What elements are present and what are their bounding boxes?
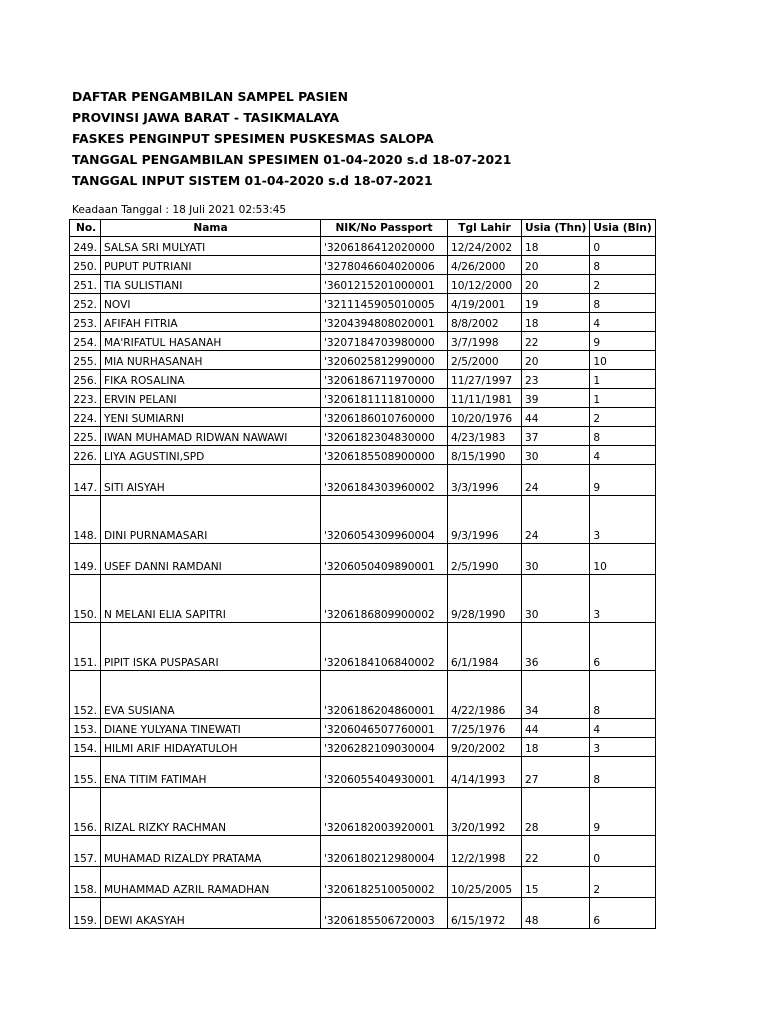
age-months: 1 bbox=[590, 389, 655, 408]
patient-name: AFIFAH FITRIA bbox=[101, 313, 321, 332]
age-months: 2 bbox=[590, 408, 655, 427]
birth-date: 10/12/2000 bbox=[448, 275, 522, 294]
row-number: 250. bbox=[70, 256, 101, 275]
row-number: 150. bbox=[70, 575, 101, 623]
nik-number: '3206046507760001 bbox=[321, 719, 448, 738]
patient-name: ERVIN PELANI bbox=[101, 389, 321, 408]
age-months: 9 bbox=[590, 465, 655, 496]
document-title: DAFTAR PENGAMBILAN SAMPEL PASIEN bbox=[72, 89, 348, 104]
birth-date: 7/25/1976 bbox=[448, 719, 522, 738]
nik-number: '3206185506720003 bbox=[321, 898, 448, 929]
birth-date: 3/7/1998 bbox=[448, 332, 522, 351]
table-row bbox=[70, 427, 656, 446]
table-row bbox=[70, 496, 656, 544]
age-months: 3 bbox=[590, 738, 655, 757]
column-header-nik: NIK/No Passport bbox=[321, 220, 448, 237]
age-months: 0 bbox=[590, 237, 655, 256]
patient-name: LIYA AGUSTINI,SPD bbox=[101, 446, 321, 465]
row-number: 251. bbox=[70, 275, 101, 294]
age-years: 20 bbox=[522, 351, 590, 370]
birth-date: 10/25/2005 bbox=[448, 867, 522, 898]
row-number: 254. bbox=[70, 332, 101, 351]
nik-number: '3206185508900000 bbox=[321, 446, 448, 465]
row-number: 148. bbox=[70, 496, 101, 544]
birth-date: 3/20/1992 bbox=[448, 788, 522, 836]
table-row bbox=[70, 671, 656, 719]
patient-name: NOVI bbox=[101, 294, 321, 313]
nik-number: '3206182003920001 bbox=[321, 788, 448, 836]
patient-name: SITI AISYAH bbox=[101, 465, 321, 496]
nik-number: '3206181111810000 bbox=[321, 389, 448, 408]
nik-number: '3207184703980000 bbox=[321, 332, 448, 351]
age-years: 20 bbox=[522, 256, 590, 275]
age-years: 22 bbox=[522, 332, 590, 351]
table-row bbox=[70, 757, 656, 788]
age-months: 2 bbox=[590, 867, 655, 898]
row-number: 225. bbox=[70, 427, 101, 446]
age-years: 30 bbox=[522, 544, 590, 575]
age-years: 20 bbox=[522, 275, 590, 294]
age-years: 18 bbox=[522, 237, 590, 256]
birth-date: 9/20/2002 bbox=[448, 738, 522, 757]
table-row bbox=[70, 836, 656, 867]
table-row bbox=[70, 623, 656, 671]
nik-number: '3206182510050002 bbox=[321, 867, 448, 898]
row-number: 256. bbox=[70, 370, 101, 389]
patient-table bbox=[69, 219, 656, 929]
table-row bbox=[70, 575, 656, 623]
table-body bbox=[70, 237, 656, 929]
age-years: 30 bbox=[522, 446, 590, 465]
age-months: 9 bbox=[590, 788, 655, 836]
age-years: 44 bbox=[522, 408, 590, 427]
table-row bbox=[70, 256, 656, 275]
age-months: 6 bbox=[590, 623, 655, 671]
birth-date: 12/24/2002 bbox=[448, 237, 522, 256]
age-months: 2 bbox=[590, 275, 655, 294]
nik-number: '3206186809900002 bbox=[321, 575, 448, 623]
age-months: 4 bbox=[590, 446, 655, 465]
age-months: 8 bbox=[590, 256, 655, 275]
age-months: 10 bbox=[590, 351, 655, 370]
patient-name: PUPUT PUTRIANI bbox=[101, 256, 321, 275]
nik-number: '3206184106840002 bbox=[321, 623, 448, 671]
patient-name: N MELANI ELIA SAPITRI bbox=[101, 575, 321, 623]
age-years: 30 bbox=[522, 575, 590, 623]
table-row bbox=[70, 294, 656, 313]
row-number: 155. bbox=[70, 757, 101, 788]
row-number: 149. bbox=[70, 544, 101, 575]
row-number: 153. bbox=[70, 719, 101, 738]
nik-number: '3204394808020001 bbox=[321, 313, 448, 332]
age-months: 8 bbox=[590, 294, 655, 313]
age-months: 9 bbox=[590, 332, 655, 351]
age-years: 19 bbox=[522, 294, 590, 313]
table-row bbox=[70, 275, 656, 294]
nik-number: '3206186010760000 bbox=[321, 408, 448, 427]
age-months: 3 bbox=[590, 575, 655, 623]
birth-date: 12/2/1998 bbox=[448, 836, 522, 867]
age-months: 1 bbox=[590, 370, 655, 389]
facility-line: FASKES PENGINPUT SPESIMEN PUSKESMAS SALOPA bbox=[72, 131, 434, 146]
birth-date: 2/5/2000 bbox=[448, 351, 522, 370]
table-row bbox=[70, 389, 656, 408]
row-number: 154. bbox=[70, 738, 101, 757]
patient-name: SALSA SRI MULYATI bbox=[101, 237, 321, 256]
age-months: 3 bbox=[590, 496, 655, 544]
patient-name: HILMI ARIF HIDAYATULOH bbox=[101, 738, 321, 757]
age-years: 37 bbox=[522, 427, 590, 446]
nik-number: '3206050409890001 bbox=[321, 544, 448, 575]
age-months: 6 bbox=[590, 898, 655, 929]
patient-name: DEWI AKASYAH bbox=[101, 898, 321, 929]
birth-date: 11/11/1981 bbox=[448, 389, 522, 408]
birth-date: 4/14/1993 bbox=[448, 757, 522, 788]
patient-name: PIPIT ISKA PUSPASARI bbox=[101, 623, 321, 671]
row-number: 158. bbox=[70, 867, 101, 898]
patient-name: MA'RIFATUL HASANAH bbox=[101, 332, 321, 351]
age-months: 4 bbox=[590, 313, 655, 332]
birth-date: 4/23/1983 bbox=[448, 427, 522, 446]
table-row bbox=[70, 898, 656, 929]
column-header-nama: Nama bbox=[101, 220, 321, 237]
input-date-range: TANGGAL INPUT SISTEM 01-04-2020 s.d 18-07-2021 bbox=[72, 173, 433, 188]
table-row bbox=[70, 867, 656, 898]
birth-date: 8/15/1990 bbox=[448, 446, 522, 465]
column-header-usia-thn: Usia (Thn) bbox=[522, 220, 590, 237]
age-years: 48 bbox=[522, 898, 590, 929]
patient-name: YENI SUMIARNI bbox=[101, 408, 321, 427]
patient-name: MUHAMMAD AZRIL RAMADHAN bbox=[101, 867, 321, 898]
sampling-date-range: TANGGAL PENGAMBILAN SPESIMEN 01-04-2020 s.d 18-07-2021 bbox=[72, 152, 512, 167]
patient-name: DINI PURNAMASARI bbox=[101, 496, 321, 544]
table-row bbox=[70, 719, 656, 738]
birth-date: 9/28/1990 bbox=[448, 575, 522, 623]
row-number: 226. bbox=[70, 446, 101, 465]
birth-date: 4/19/2001 bbox=[448, 294, 522, 313]
age-months: 0 bbox=[590, 836, 655, 867]
age-years: 18 bbox=[522, 313, 590, 332]
row-number: 252. bbox=[70, 294, 101, 313]
nik-number: '3206184303960002 bbox=[321, 465, 448, 496]
row-number: 156. bbox=[70, 788, 101, 836]
table-row bbox=[70, 370, 656, 389]
row-number: 223. bbox=[70, 389, 101, 408]
nik-number: '3206282109030004 bbox=[321, 738, 448, 757]
birth-date: 4/26/2000 bbox=[448, 256, 522, 275]
row-number: 255. bbox=[70, 351, 101, 370]
table-row bbox=[70, 237, 656, 256]
age-years: 28 bbox=[522, 788, 590, 836]
age-years: 24 bbox=[522, 465, 590, 496]
table-row bbox=[70, 332, 656, 351]
row-number: 224. bbox=[70, 408, 101, 427]
birth-date: 6/1/1984 bbox=[448, 623, 522, 671]
age-months: 8 bbox=[590, 757, 655, 788]
nik-number: '3211145905010005 bbox=[321, 294, 448, 313]
table-row bbox=[70, 788, 656, 836]
patient-name: TIA SULISTIANI bbox=[101, 275, 321, 294]
birth-date: 3/3/1996 bbox=[448, 465, 522, 496]
patient-name: DIANE YULYANA TINEWATI bbox=[101, 719, 321, 738]
row-number: 151. bbox=[70, 623, 101, 671]
birth-date: 9/3/1996 bbox=[448, 496, 522, 544]
age-months: 10 bbox=[590, 544, 655, 575]
birth-date: 2/5/1990 bbox=[448, 544, 522, 575]
age-years: 23 bbox=[522, 370, 590, 389]
age-years: 27 bbox=[522, 757, 590, 788]
patient-name: RIZAL RIZKY RACHMAN bbox=[101, 788, 321, 836]
table-row bbox=[70, 313, 656, 332]
nik-number: '3206186204860001 bbox=[321, 671, 448, 719]
birth-date: 11/27/1997 bbox=[448, 370, 522, 389]
nik-number: '3206180212980004 bbox=[321, 836, 448, 867]
state-date-line: Keadaan Tanggal : 18 Juli 2021 02:53:45 bbox=[72, 204, 287, 216]
patient-name: IWAN MUHAMAD RIDWAN NAWAWI bbox=[101, 427, 321, 446]
age-years: 36 bbox=[522, 623, 590, 671]
nik-number: '3206182304830000 bbox=[321, 427, 448, 446]
nik-number: '3206186711970000 bbox=[321, 370, 448, 389]
row-number: 159. bbox=[70, 898, 101, 929]
age-months: 8 bbox=[590, 671, 655, 719]
age-years: 18 bbox=[522, 738, 590, 757]
patient-name: ENA TITIM FATIMAH bbox=[101, 757, 321, 788]
age-months: 4 bbox=[590, 719, 655, 738]
patient-name: FIKA ROSALINA bbox=[101, 370, 321, 389]
nik-number: '3206054309960004 bbox=[321, 496, 448, 544]
patient-name: EVA SUSIANA bbox=[101, 671, 321, 719]
document-headings bbox=[72, 86, 511, 191]
age-years: 24 bbox=[522, 496, 590, 544]
age-years: 34 bbox=[522, 671, 590, 719]
age-years: 44 bbox=[522, 719, 590, 738]
birth-date: 4/22/1986 bbox=[448, 671, 522, 719]
table-row bbox=[70, 544, 656, 575]
age-years: 39 bbox=[522, 389, 590, 408]
row-number: 152. bbox=[70, 671, 101, 719]
birth-date: 8/8/2002 bbox=[448, 313, 522, 332]
patient-name: USEF DANNI RAMDANI bbox=[101, 544, 321, 575]
age-years: 15 bbox=[522, 867, 590, 898]
nik-number: '3206186412020000 bbox=[321, 237, 448, 256]
table-row bbox=[70, 408, 656, 427]
row-number: 249. bbox=[70, 237, 101, 256]
nik-number: '3206025812990000 bbox=[321, 351, 448, 370]
table-header-row bbox=[70, 220, 656, 237]
column-header-usia-bln: Usia (Bln) bbox=[590, 220, 655, 237]
row-number: 147. bbox=[70, 465, 101, 496]
age-years: 22 bbox=[522, 836, 590, 867]
table-row bbox=[70, 351, 656, 370]
patient-name: MIA NURHASANAH bbox=[101, 351, 321, 370]
birth-date: 6/15/1972 bbox=[448, 898, 522, 929]
province-line: PROVINSI JAWA BARAT - TASIKMALAYA bbox=[72, 110, 340, 125]
table-row bbox=[70, 446, 656, 465]
table-row bbox=[70, 465, 656, 496]
birth-date: 10/20/1976 bbox=[448, 408, 522, 427]
age-months: 8 bbox=[590, 427, 655, 446]
nik-number: '3206055404930001 bbox=[321, 757, 448, 788]
nik-number: '3601215201000001 bbox=[321, 275, 448, 294]
row-number: 253. bbox=[70, 313, 101, 332]
table-row bbox=[70, 738, 656, 757]
nik-number: '3278046604020006 bbox=[321, 256, 448, 275]
row-number: 157. bbox=[70, 836, 101, 867]
patient-name: MUHAMAD RIZALDY PRATAMA bbox=[101, 836, 321, 867]
column-header-tgl-lahir: Tgl Lahir bbox=[448, 220, 522, 237]
column-header-no: No. bbox=[70, 220, 101, 237]
